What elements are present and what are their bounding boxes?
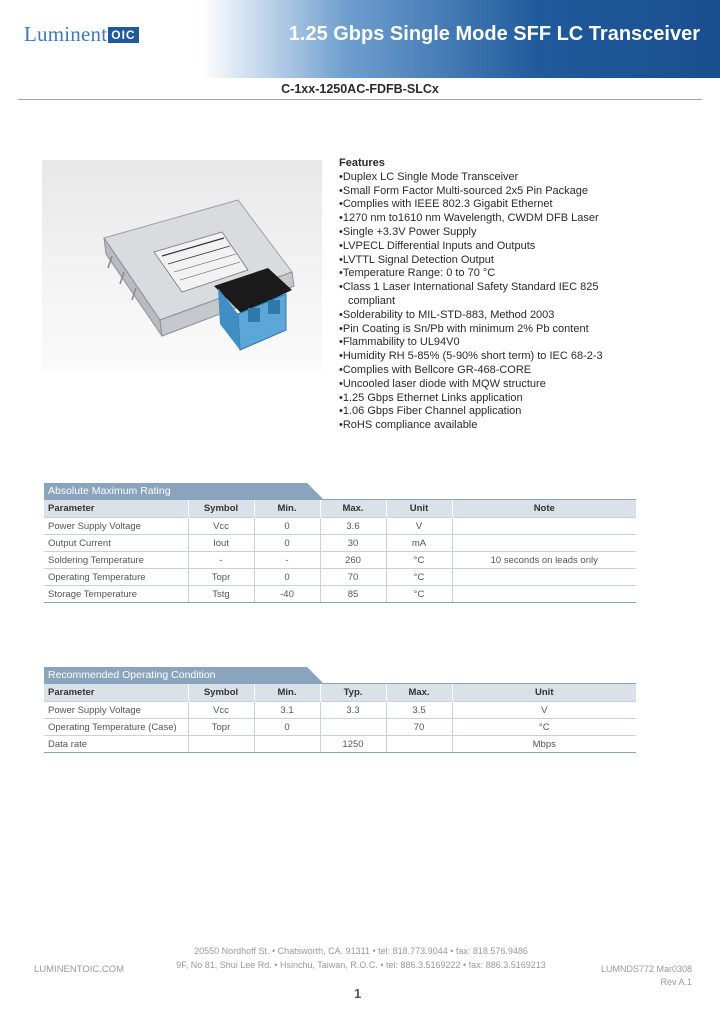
feature-item: • Humidity RH 5-85% (5-90% short term) to IEC 68-2-3 xyxy=(339,350,638,364)
doc-id: LUMNDS772 Mar0308 xyxy=(600,964,692,974)
table-cell: Operating Temperature (Case) xyxy=(44,719,188,736)
table-cell: Tstg xyxy=(188,586,254,603)
table-cell: Operating Temperature xyxy=(44,569,188,586)
feature-item: • Complies with Bellcore GR-468-CORE xyxy=(339,364,638,378)
feature-item: • Temperature Range: 0 to 70 °C xyxy=(339,267,638,281)
column-header: Symbol xyxy=(188,684,254,702)
table-row xyxy=(44,518,636,535)
feature-item: • Complies with IEEE 802.3 Gigabit Ethernet xyxy=(339,198,638,212)
table-cell: Power Supply Voltage xyxy=(44,702,188,719)
table-cell: - xyxy=(254,552,320,569)
table-row xyxy=(44,719,636,736)
table-cell: 10 seconds on leads only xyxy=(452,552,636,569)
feature-item: • Small Form Factor Multi-sourced 2x5 Pin Package xyxy=(339,185,638,199)
table-cell: Topr xyxy=(188,569,254,586)
feature-item: • Uncooled laser diode with MQW structure xyxy=(339,378,638,392)
column-header: Max. xyxy=(386,684,452,702)
table-row xyxy=(44,702,636,719)
features-list xyxy=(339,171,638,433)
table-cell: 85 xyxy=(320,586,386,603)
table-cell: 0 xyxy=(254,518,320,535)
table-row xyxy=(44,586,636,603)
footer-website[interactable]: LUMINENTOIC.COM xyxy=(34,964,125,975)
column-header: Unit xyxy=(386,500,452,518)
column-header: Note xyxy=(452,500,636,518)
table-cell: 3.5 xyxy=(386,702,452,719)
table-cell: Storage Temperature xyxy=(44,586,188,603)
table-cell: Vcc xyxy=(188,518,254,535)
table-cell: Power Supply Voltage xyxy=(44,518,188,535)
address-usa: 20550 Nordhoff St. • Chatsworth, CA. 91311 • tel: 818.773.9044 • fax: 818.576.9486 xyxy=(194,946,528,956)
table-cell: Soldering Temperature xyxy=(44,552,188,569)
table-cell: 30 xyxy=(320,535,386,552)
table-row xyxy=(44,736,636,753)
table-cell xyxy=(452,535,636,552)
footer-doc-info xyxy=(601,963,692,989)
absolute-max-rating-table xyxy=(44,500,636,603)
table-cell xyxy=(452,518,636,535)
column-header: Parameter xyxy=(44,500,188,518)
feature-item: • Flammability to UL94V0 xyxy=(339,336,638,350)
table-cell: 260 xyxy=(320,552,386,569)
feature-item: • Duplex LC Single Mode Transceiver xyxy=(339,171,638,185)
revision: Rev A.1 xyxy=(660,977,692,987)
table-cell: °C xyxy=(386,569,452,586)
table-cell: 70 xyxy=(320,569,386,586)
table-cell: °C xyxy=(386,552,452,569)
table-cell: °C xyxy=(386,586,452,603)
table-cell: 3.3 xyxy=(320,702,386,719)
table-cell: 3.1 xyxy=(254,702,320,719)
table-cell: °C xyxy=(452,719,636,736)
table-cell: 0 xyxy=(254,719,320,736)
column-header: Unit xyxy=(452,684,636,702)
document-title: 1.25 Gbps Single Mode SFF LC Transceiver xyxy=(288,23,700,45)
table-cell: Topr xyxy=(188,719,254,736)
table-cell xyxy=(452,569,636,586)
feature-item: • Pin Coating is Sn/Pb with minimum 2% Pb content xyxy=(339,323,638,337)
table-cell: 1250 xyxy=(320,736,386,753)
product-photo xyxy=(42,160,322,370)
page-number: 1 xyxy=(354,986,362,1001)
column-header: Min. xyxy=(254,684,320,702)
feature-item: • Solderability to MIL-STD-883, Method 2003 xyxy=(339,309,638,323)
column-header: Parameter xyxy=(44,684,188,702)
table-cell: 70 xyxy=(386,719,452,736)
table-cell: 3.6 xyxy=(320,518,386,535)
address-taiwan: 9F, No 81, Shui Lee Rd. • Hsinchu, Taiwan, R.O.C. • tel: 886.3.5169222 • fax: 886.3.5169213 xyxy=(176,960,546,970)
column-header: Symbol xyxy=(188,500,254,518)
part-number: C-1xx-1250AC-FDFB-SLCx xyxy=(18,79,702,100)
recommended-operating-table xyxy=(44,684,636,753)
table-cell: Data rate xyxy=(44,736,188,753)
features-heading: Features xyxy=(339,157,385,169)
table-cell: mA xyxy=(386,535,452,552)
feature-item: • RoHS compliance available xyxy=(339,419,638,433)
table-cell: -40 xyxy=(254,586,320,603)
table-row xyxy=(44,535,636,552)
table-cell: 0 xyxy=(254,569,320,586)
header-banner xyxy=(0,0,720,78)
absolute-max-rating-section xyxy=(44,483,636,603)
table-cell xyxy=(254,736,320,753)
table-cell: Mbps xyxy=(452,736,636,753)
footer-address xyxy=(166,944,556,972)
feature-item: • Single +3.3V Power Supply xyxy=(339,226,638,240)
table-cell: Vcc xyxy=(188,702,254,719)
column-header: Typ. xyxy=(320,684,386,702)
abs-table-title: Absolute Maximum Rating xyxy=(48,485,171,497)
feature-item: • LVTTL Signal Detection Output xyxy=(339,254,638,268)
recommended-operating-section xyxy=(44,667,636,753)
table-cell xyxy=(452,586,636,603)
features-section xyxy=(339,157,638,433)
table-cell: - xyxy=(188,552,254,569)
table-cell xyxy=(320,719,386,736)
column-header: Min. xyxy=(254,500,320,518)
table-cell: 0 xyxy=(254,535,320,552)
company-logo: Luminent OIC xyxy=(24,22,139,47)
feature-item: • 1.06 Gbps Fiber Channel application xyxy=(339,405,638,419)
feature-item: • LVPECL Differential Inputs and Outputs xyxy=(339,240,638,254)
table-cell: V xyxy=(452,702,636,719)
transceiver-image xyxy=(42,160,322,370)
table-cell: Iout xyxy=(188,535,254,552)
feature-item: • 1270 nm to1610 nm Wavelength, CWDM DFB Laser xyxy=(339,212,638,226)
table-cell xyxy=(188,736,254,753)
table-cell: Output Current xyxy=(44,535,188,552)
table-row xyxy=(44,552,636,569)
table-cell xyxy=(386,736,452,753)
feature-item: • Class 1 Laser International Safety Standard IEC 825 compliant xyxy=(339,281,638,309)
rec-table-title: Recommended Operating Condition xyxy=(48,669,216,681)
column-header: Max. xyxy=(320,500,386,518)
table-row xyxy=(44,569,636,586)
feature-item: • 1.25 Gbps Ethernet Links application xyxy=(339,392,638,406)
table-cell: V xyxy=(386,518,452,535)
